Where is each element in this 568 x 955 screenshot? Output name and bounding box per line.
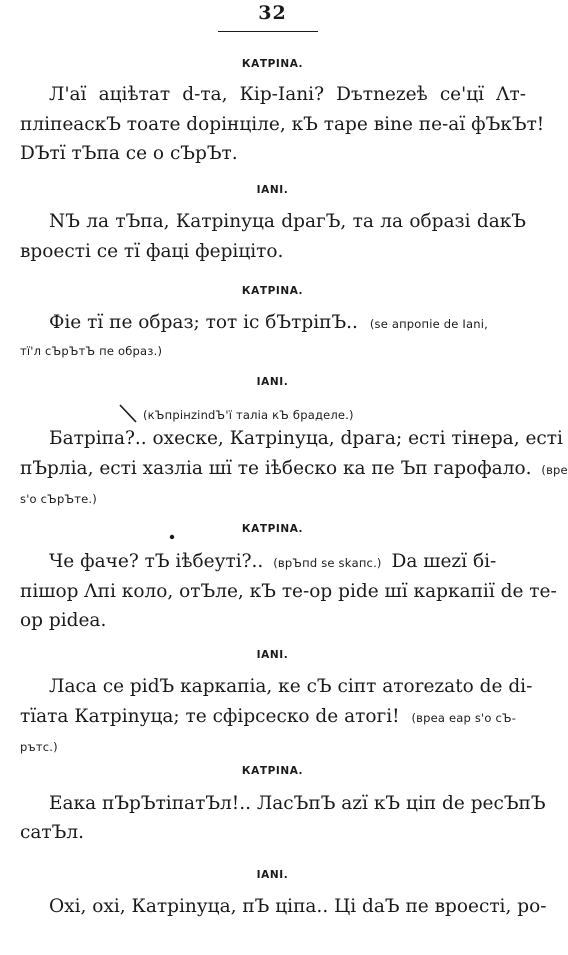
spoken-text: Фіе тї пе образ; тот іс бЪтріпЪ.. — [49, 312, 358, 333]
speaker-name: ІАNІ. — [256, 869, 289, 881]
page-number: 32 — [258, 2, 287, 24]
speech-block — [0, 765, 545, 777]
text-line: ор ріdеа. — [20, 610, 107, 631]
text-line: Еака пЪрЪтіпатЪл!.. ЛасЪпЪ аzї кЪ ціп de ресЪпЪ — [49, 793, 546, 814]
stage-direction: (врЪпd se skапс.) — [273, 556, 382, 570]
speech-block — [0, 58, 545, 70]
text-line — [20, 708, 516, 727]
text-line: сатЪл. — [20, 822, 84, 843]
speaker-name: ІАNІ. — [256, 184, 289, 196]
stage-direction: s'о сЪрЪте.) — [20, 492, 97, 506]
text-line: Батріпа?.. охеске, Катріnуца, dрага; есті тінера, есті — [49, 428, 563, 449]
speech-block — [0, 184, 545, 196]
text-line: пліпеаскЪ тоате dорінціле, кЪ таре віnе пе-аї фЪкЪт! — [20, 114, 545, 135]
text-line: NЪ ла тЪпа, Катріnуца dрагЪ, та ла образі dакЪ — [49, 211, 526, 232]
spoken-text: Че фаче? тЪ іѣбеуті?.. — [49, 551, 264, 572]
speaker-name: ІАNІ. — [256, 649, 289, 661]
speaker-name: ІАNІ. — [256, 376, 289, 388]
speaker-name: КАТРІNА. — [241, 765, 304, 777]
text-line — [20, 489, 97, 508]
stage-direction: тї'л сЪрЪтЪ пе образ.) — [20, 344, 163, 358]
text-line: пішор Ʌпі коло, отЪле, кЪ те-ор ріdе шї каркапії de те- — [20, 581, 557, 602]
speech-block — [0, 376, 545, 388]
stage-direction: рътс.) — [20, 740, 58, 754]
stage-direction: (вре — [541, 463, 568, 477]
text-line — [143, 405, 354, 424]
stage-direction: (вреа еар s'о сЪ- — [411, 711, 517, 725]
spoken-text: пЪрліа, есті хазліа шї те іѣбеско ка пе Ъп гарофало. — [20, 458, 532, 479]
text-line — [49, 314, 488, 333]
speech-block — [0, 649, 545, 661]
speech-block — [0, 523, 545, 535]
text-line: Охі, охі, Катріnуца, пЪ ціпа.. Ці dаЪ пе вроесті, ро- — [49, 896, 547, 917]
spoken-text: Da шеzї бі- — [391, 551, 497, 572]
text-line: Ласа се ріdЪ каркапіа, ке сЪ сіпт атоrezato de di- — [49, 676, 533, 697]
speech-block — [0, 869, 545, 881]
speaker-name: КАТРІNА. — [241, 285, 304, 297]
pen-mark — [118, 403, 140, 425]
text-line: вроесті се тї фаці феріціто. — [20, 241, 284, 262]
speech-block — [0, 285, 545, 297]
spoken-text: тїата Катріnуца; те сфірсеско de атогі! — [20, 706, 400, 727]
text-line — [20, 737, 58, 756]
text-line — [20, 341, 162, 360]
stage-direction: (se апропіе de Іаnі, — [369, 317, 488, 331]
stage-direction: (кЪпрінzіndЪ'ї таліа кЪ браделе.) — [143, 408, 354, 422]
text-line — [49, 553, 496, 572]
text-line: DЪтї тЪпа се о сЪрЪт. — [20, 143, 238, 164]
text-line: Л'аї аціѣтат d-та, Кір-Іаnі? Dътnezeѣ се'цї Ʌт- — [49, 84, 526, 105]
speaker-name: КАТРІNА. — [241, 523, 304, 535]
speaker-name: КАТРІNА. — [241, 58, 304, 70]
header-rule — [218, 31, 318, 32]
text-line — [20, 460, 568, 479]
